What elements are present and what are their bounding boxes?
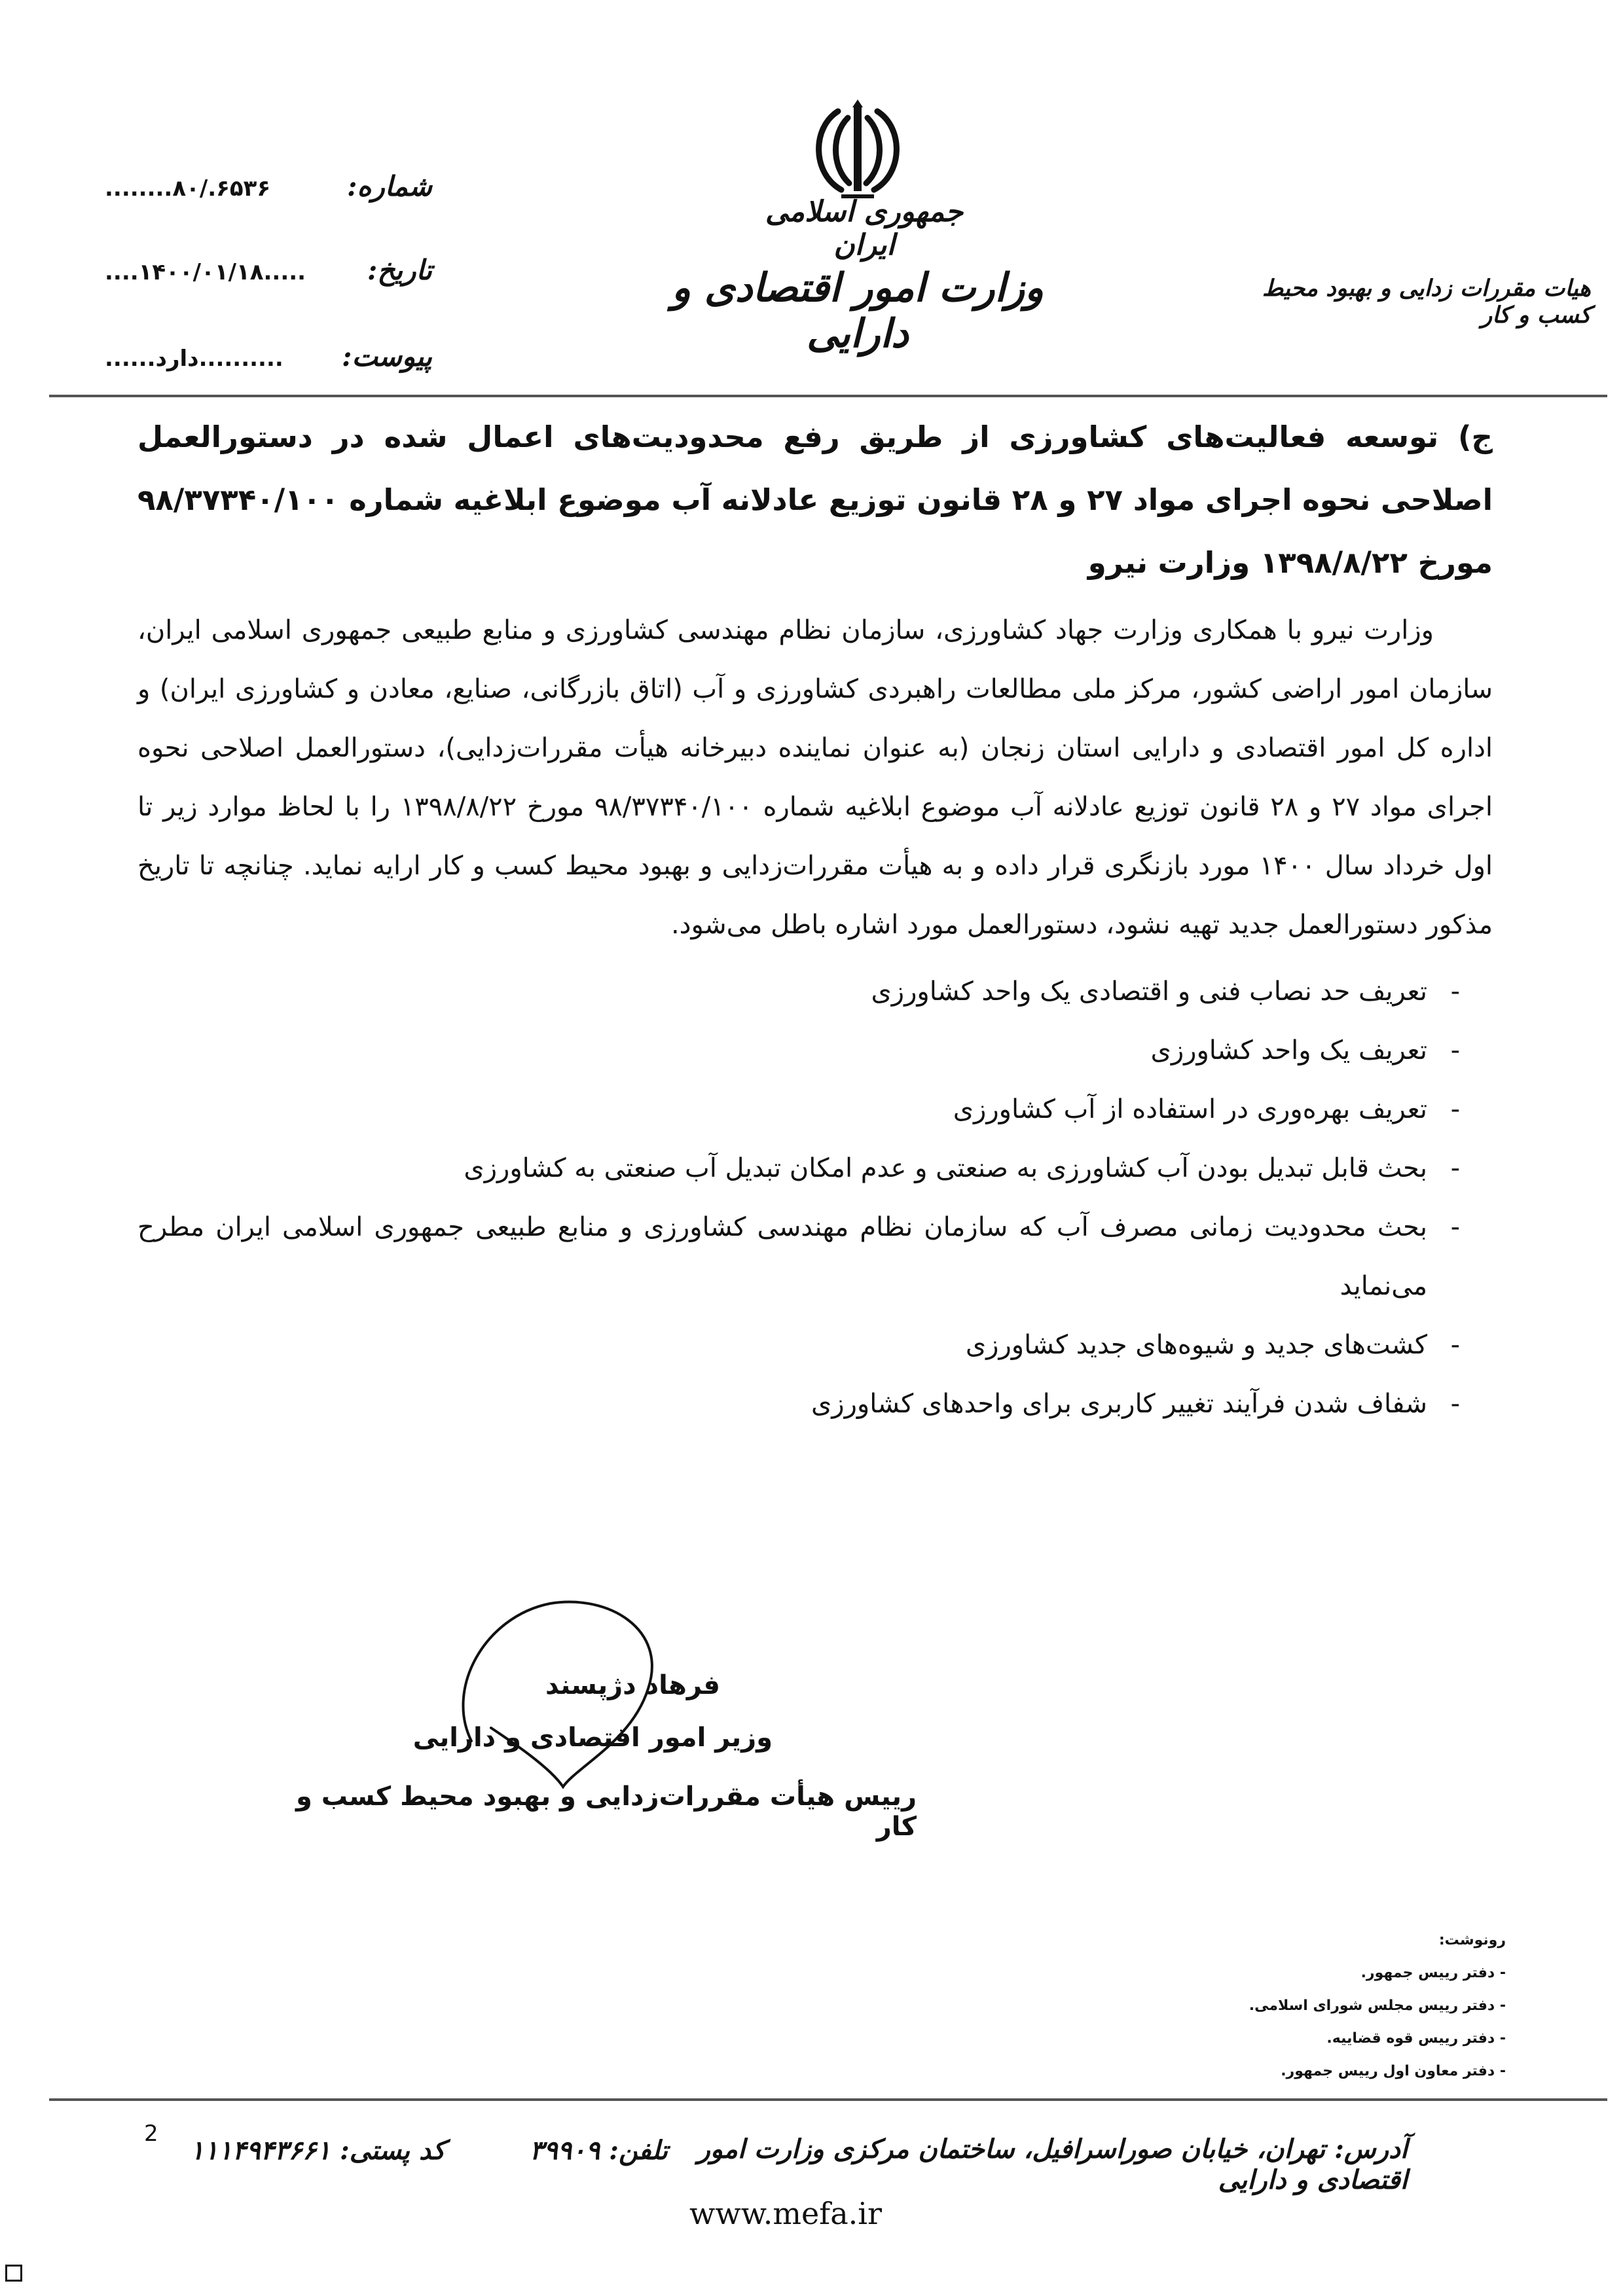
page-number: 2 bbox=[144, 2121, 158, 2147]
board-name: هیات مقررات زدایی و بهبود محیط کسب و کار bbox=[1262, 275, 1591, 329]
requirements-list bbox=[137, 962, 1460, 1433]
footer-phone: تلفن: ۳۹۹۰۹ bbox=[529, 2135, 668, 2166]
list-item: - شفاف شدن فرآیند تغییر کاربری برای واحدهای کشاورزی bbox=[137, 1374, 1460, 1433]
signer-name: فرهاد دژپسند bbox=[545, 1670, 720, 1700]
cc-item: - دفتر معاون اول رییس جمهور. bbox=[1281, 2063, 1506, 2079]
cc-item: - دفتر رییس مجلس شورای اسلامی. bbox=[1249, 1998, 1506, 2014]
letter-number: ........۸۰/.۶۵۳۶ bbox=[105, 175, 271, 202]
list-item: - بحث قابل تبدیل بودن آب کشاورزی به صنعتی و عدم امکان تبدیل آب صنعتی به کشاورزی bbox=[137, 1139, 1460, 1198]
signer-title: وزیر امور اقتصادی و دارایی bbox=[412, 1723, 773, 1753]
letter-attachment-row bbox=[105, 340, 432, 386]
section-title: ج) توسعه فعالیت‌های کشاورزی از طریق رفع محدودیت‌های اعمال شده در دستورالعمل اصلاحی نحوه اجرای مواد ۲۷ و ۲۸ قانون توزیع عادلانه آب موضوع ابلاغیه شماره ۹۸/۳۷۳۴۰/۱۰۰ مورخ ۱۳۹۸/۸/۲۲ وزارت نیرو bbox=[137, 420, 1493, 580]
footer-website: www.mefa.ir bbox=[689, 2196, 882, 2231]
list-item: - کشت‌های جدید و شیوه‌های جدید کشاورزی bbox=[137, 1316, 1460, 1374]
footer-divider bbox=[49, 2098, 1607, 2101]
cc-item: - دفتر رییس قوه قضاییه. bbox=[1326, 2030, 1506, 2047]
footer-postal-code: کد پستی: ۱۱۱۴۹۴۳۶۶۱ bbox=[190, 2135, 445, 2166]
ministry-name: وزارت امور اقتصادی و دارایی bbox=[672, 265, 1044, 357]
header-divider bbox=[49, 395, 1607, 397]
corner-mark-icon bbox=[5, 2265, 22, 2282]
cc-list bbox=[982, 1957, 1506, 2088]
letter-number-row bbox=[105, 170, 432, 216]
intro-paragraph: وزارت نیرو با همکاری وزارت جهاد کشاورزی، سازمان نظام مهندسی کشاورزی و منابع طبیعی جمهوری اسلامی ایران، سازمان امور اراضی کشور، مرکز ملی مطالعات راهبردی کشاورزی و آب (اتاق بازرگانی، صنایع، معادن و کشاورزی ایران) و اداره کل امور اقتصادی و دارایی استان زنجان (به عنوان نماینده دبیرخانه هیأت مقررات‌زدایی)، دستورالعمل اصلاحی نحوه اجرای مواد ۲۷ و ۲۸ قانون توزیع عادلانه آب موضوع ابلاغیه شماره ۹۸/۳۷۳۴۰/۱۰۰ مورخ ۱۳۹۸/۸/۲۲ را با لحاظ موارد زیر تا اول خرداد سال ۱۴۰۰ مورد بازنگری قرار داده و به هیأت مقررات‌زدایی و بهبود محیط کسب و کار ارایه نماید. چنانچه تا تاریخ مذکور دستورالعمل جدید تهیه نشود، دستورالعمل مورد اشاره باطل می‌شود. bbox=[137, 615, 1493, 940]
attachment-label: پیوست: bbox=[342, 340, 432, 372]
country-name: جمهوری اسلامی ایران bbox=[765, 195, 964, 262]
footer-address: آدرس: تهران، خیابان صوراسرافیل، ساختمان مرکزی وزارت امور اقتصادی و دارایی bbox=[697, 2134, 1408, 2195]
signer-role: رییس هیأت مقررات‌زدایی و بهبود محیط کسب و کار bbox=[296, 1782, 917, 1842]
cc-item: - دفتر رییس جمهور. bbox=[1360, 1965, 1506, 1981]
list-item: - بحث محدودیت زمانی مصرف آب که سازمان نظام مهندسی کشاورزی و منابع طبیعی جمهوری اسلامی ایران مطرح می‌نماید bbox=[137, 1198, 1460, 1316]
list-item: - تعریف یک واحد کشاورزی bbox=[137, 1021, 1460, 1080]
list-item: - تعریف حد نصاب فنی و اقتصادی یک واحد کشاورزی bbox=[137, 962, 1460, 1021]
letter-date-row bbox=[105, 254, 432, 300]
attachment-value: ..........دارد...... bbox=[105, 346, 283, 372]
letter-date: ....۱۴۰۰/۰۱/۱۸..... bbox=[105, 259, 306, 285]
date-label: تاریخ: bbox=[367, 254, 432, 286]
iran-emblem-logo bbox=[802, 98, 913, 203]
number-label: شماره: bbox=[346, 170, 432, 202]
list-item: - تعریف بهره‌وری در استفاده از آب کشاورزی bbox=[137, 1080, 1460, 1139]
cc-block bbox=[982, 1924, 1506, 2088]
cc-label: رونوشت: bbox=[1438, 1932, 1506, 1948]
